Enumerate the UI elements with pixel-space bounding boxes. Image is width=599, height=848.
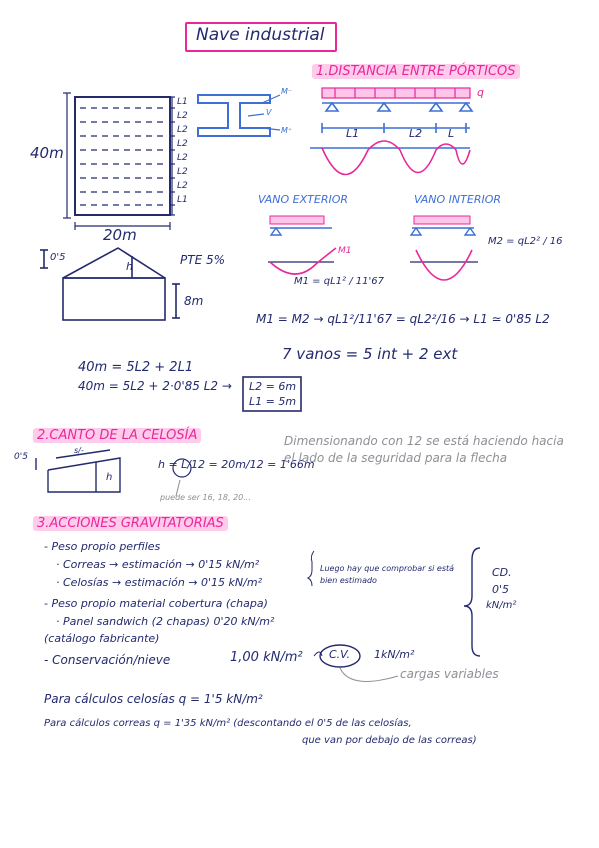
load-item-3-value: 1,00 kN/m²: [230, 650, 303, 665]
frame-label: L1: [177, 97, 188, 107]
cv-label: C.V.: [329, 648, 350, 661]
slope-label: PTE 5%: [180, 253, 225, 267]
section-1-heading: 1.DISTANCIA ENTRE PÓRTICOS: [312, 64, 520, 79]
frame-label: L2: [177, 153, 188, 163]
plan-width-label: 20m: [103, 226, 137, 244]
equality-formula: M1 = M2 → qL1²/11'67 = qL2²/16 → L1 ≃ 0'85 L2: [256, 312, 550, 326]
span-label: L: [448, 127, 455, 140]
frame-label: L2: [177, 139, 188, 149]
plan-length-label: 40m: [30, 144, 64, 162]
vano-exterior-label: VANO EXTERIOR: [258, 193, 349, 206]
depth-remark-1: Dimensionando con 12 se está haciendo hacia el lado de la seguridad para la flecha: [284, 434, 564, 465]
height-label: 8m: [184, 294, 204, 308]
cd-unit: kN/m²: [486, 600, 517, 611]
shear-label: V: [266, 108, 272, 117]
cd-label: CD.: [492, 566, 512, 579]
m1-formula: M1 = qL1² / 11'67: [294, 276, 384, 287]
section-2-heading: 2.CANTO DE LA CELOSÍA: [33, 428, 201, 443]
vano-interior-label: VANO INTERIOR: [414, 193, 502, 206]
frame-label: L2: [177, 125, 188, 135]
frame-label: L1: [177, 195, 188, 205]
cd-value: 0'5: [492, 583, 510, 596]
page-title: Nave industrial: [196, 25, 325, 45]
correas-load-line: Para cálculos correas q = 1'35 kN/m² (descontando el 0'5 de las celosías,: [44, 718, 412, 729]
frame-label: L2: [177, 181, 188, 191]
load-item-2a: · Panel sandwich (2 chapas) 0'20 kN/m²: [56, 615, 275, 628]
m1-label: M1: [338, 246, 352, 256]
load-item-3: - Conservación/nieve: [44, 653, 171, 667]
span-label: L2: [409, 127, 423, 140]
estimate-note: Luego hay que comprobar si está bien estimado: [320, 564, 455, 585]
rise-label: h: [126, 260, 133, 273]
truss-eave-label: 0'5: [14, 452, 28, 462]
load-item-2: - Peso propio material cobertura (chapa): [44, 597, 268, 610]
cv-value: 1kN/m²: [374, 648, 415, 661]
section-3-heading: 3.ACCIONES GRAVITATORIAS: [33, 516, 228, 531]
truss-span-label: s/-: [74, 446, 84, 455]
vanos-line: 7 vanos = 5 int + 2 ext: [282, 345, 458, 363]
depth-formula: h = L/12 = 20m/12 = 1'66m: [158, 458, 315, 471]
cv-note: cargas variables: [400, 667, 499, 681]
result-l1: L1 = 5m: [249, 395, 297, 408]
eave-label: 0'5: [50, 252, 66, 263]
result-l2: L2 = 6m: [249, 380, 297, 393]
celosias-load-line: Para cálculos celosías q = 1'5 kN/m²: [44, 692, 263, 706]
span-equation-2: 40m = 5L2 + 2·0'85 L2 →: [78, 379, 232, 393]
m2-formula: M2 = qL2² / 16: [488, 236, 563, 247]
span-equation-1: 40m = 5L2 + 2L1: [78, 360, 194, 375]
correas-load-line-2: que van por debajo de las correas): [302, 735, 477, 746]
load-item-1a: · Correas → estimación → 0'15 kN/m²: [56, 558, 260, 571]
moment-neg-label: M⁻: [281, 87, 293, 96]
moment-pos-label: M⁺: [281, 126, 293, 135]
truss-h-label: h: [106, 472, 113, 483]
load-q-label: q: [477, 86, 484, 99]
load-item-1b: · Celosías → estimación → 0'15 kN/m²: [56, 576, 262, 589]
span-label: L1: [346, 127, 360, 140]
load-item-1: - Peso propio perfiles: [44, 540, 161, 553]
ratio-note: puede ser 16, 18, 20...: [160, 493, 251, 502]
load-item-2b: (catálogo fabricante): [44, 632, 160, 645]
frame-label: L2: [177, 111, 188, 121]
frame-label: L2: [177, 167, 188, 177]
